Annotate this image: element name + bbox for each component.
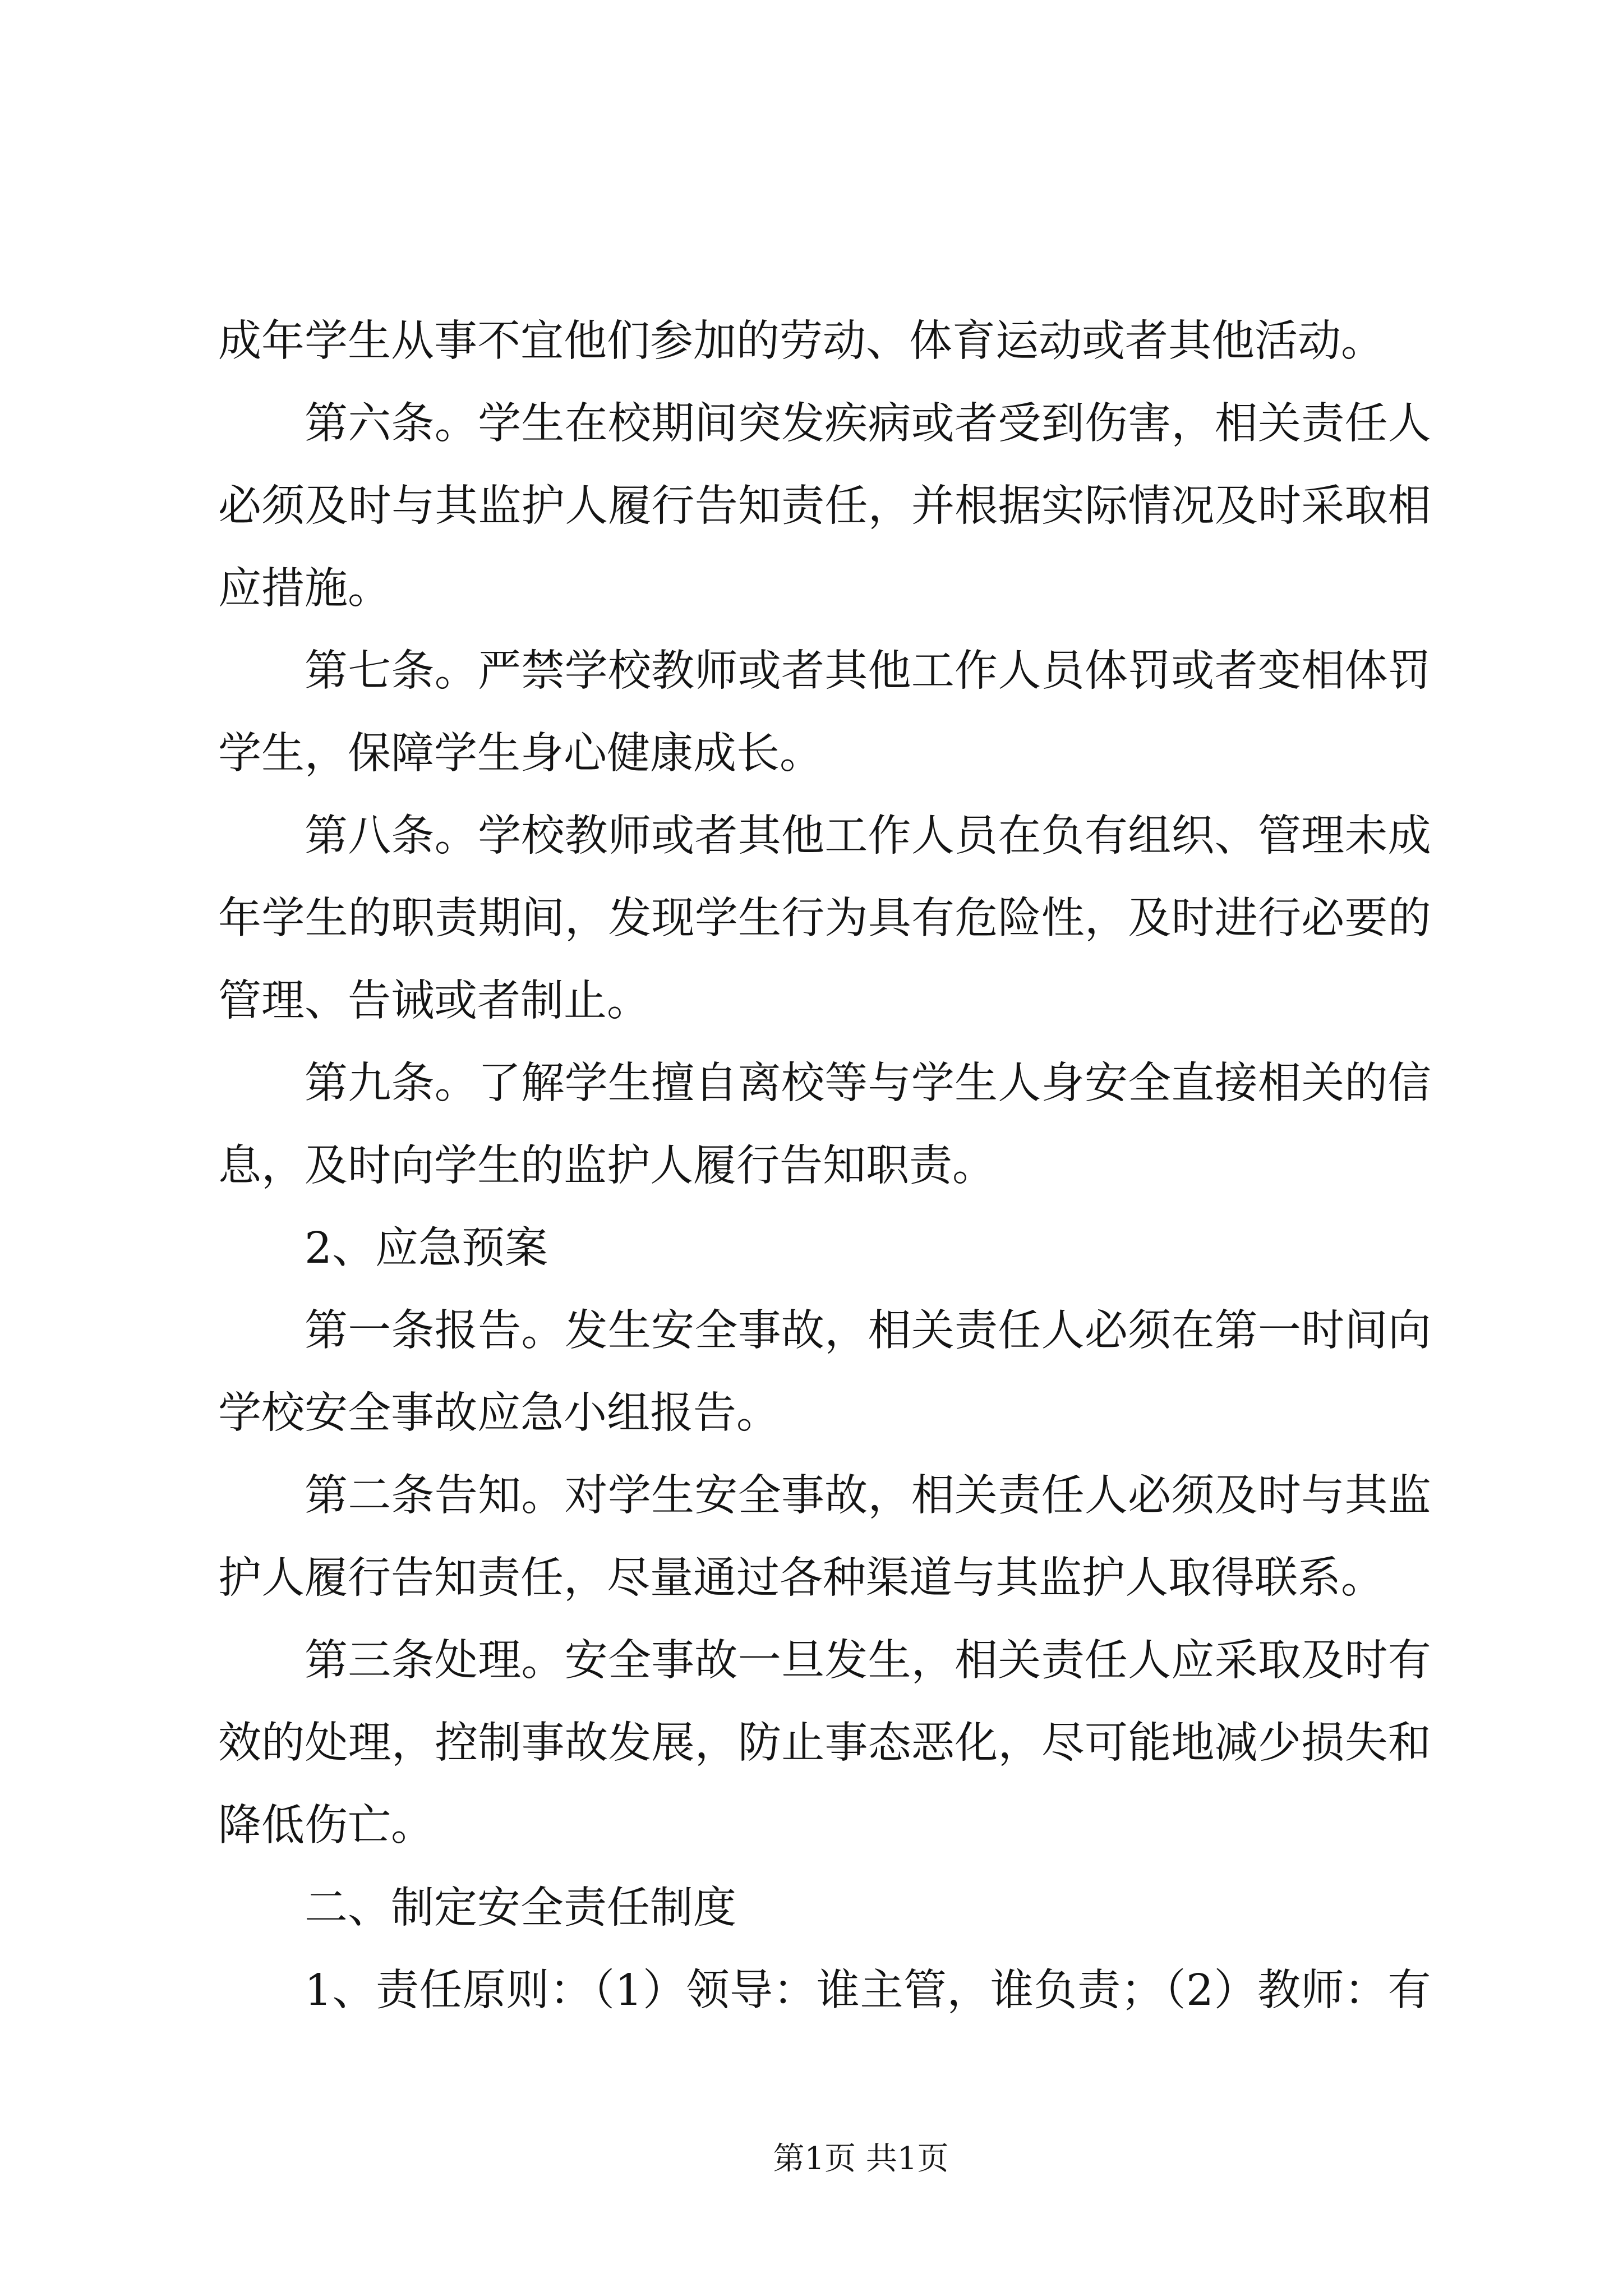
body-line: 息，及时向学生的监护人履行告知职责。	[218, 1141, 995, 1191]
body-line: 第二条告知。对学生安全事故，相关责任人必须及时与其监	[305, 1471, 1431, 1521]
body-line: 学生，保障学生身心健康成长。	[218, 729, 823, 779]
body-line: 应措施。	[218, 564, 391, 614]
body-line: 第一条报告。发生安全事故，相关责任人必须在第一时间向	[305, 1306, 1431, 1356]
section-heading: 二、制定安全责任制度	[305, 1883, 736, 1933]
body-line: 1、责任原则：（1）领导：谁主管，谁负责；（2）教师：有	[305, 1966, 1431, 2016]
body-line: 成年学生从事不宜他们参加的劳动、体育运动或者其他活动。	[218, 316, 1384, 366]
body-line: 护人履行告知责任，尽量通过各种渠道与其监护人取得联系。	[218, 1553, 1384, 1603]
section-heading: 2、应急预案	[305, 1223, 548, 1273]
body-line: 年学生的职责期间，发现学生行为具有危险性，及时进行必要的	[218, 894, 1431, 944]
body-line: 降低伤亡。	[218, 1801, 434, 1851]
body-line: 学校安全事故应急小组报告。	[218, 1388, 780, 1438]
body-line: 第九条。了解学生擅自离校等与学生人身安全直接相关的信	[305, 1059, 1431, 1108]
body-line: 管理、告诫或者制止。	[218, 976, 650, 1026]
body-line: 第七条。严禁学校教师或者其他工作人员体罚或者变相体罚	[305, 646, 1431, 696]
body-line: 第八条。学校教师或者其他工作人员在负有组织、管理未成	[305, 811, 1431, 861]
body-line: 必须及时与其监护人履行告知责任，并根据实际情况及时采取相	[218, 481, 1431, 531]
body-line: 第三条处理。安全事故一旦发生，相关责任人应采取及时有	[305, 1636, 1431, 1686]
body-line: 第六条。学生在校期间突发疾病或者受到伤害，相关责任人	[305, 399, 1431, 449]
body-line: 效的处理，控制事故发展，防止事态恶化，尽可能地减少损失和	[218, 1718, 1431, 1768]
page-number-footer: 第1页 共1页	[773, 2141, 949, 2177]
